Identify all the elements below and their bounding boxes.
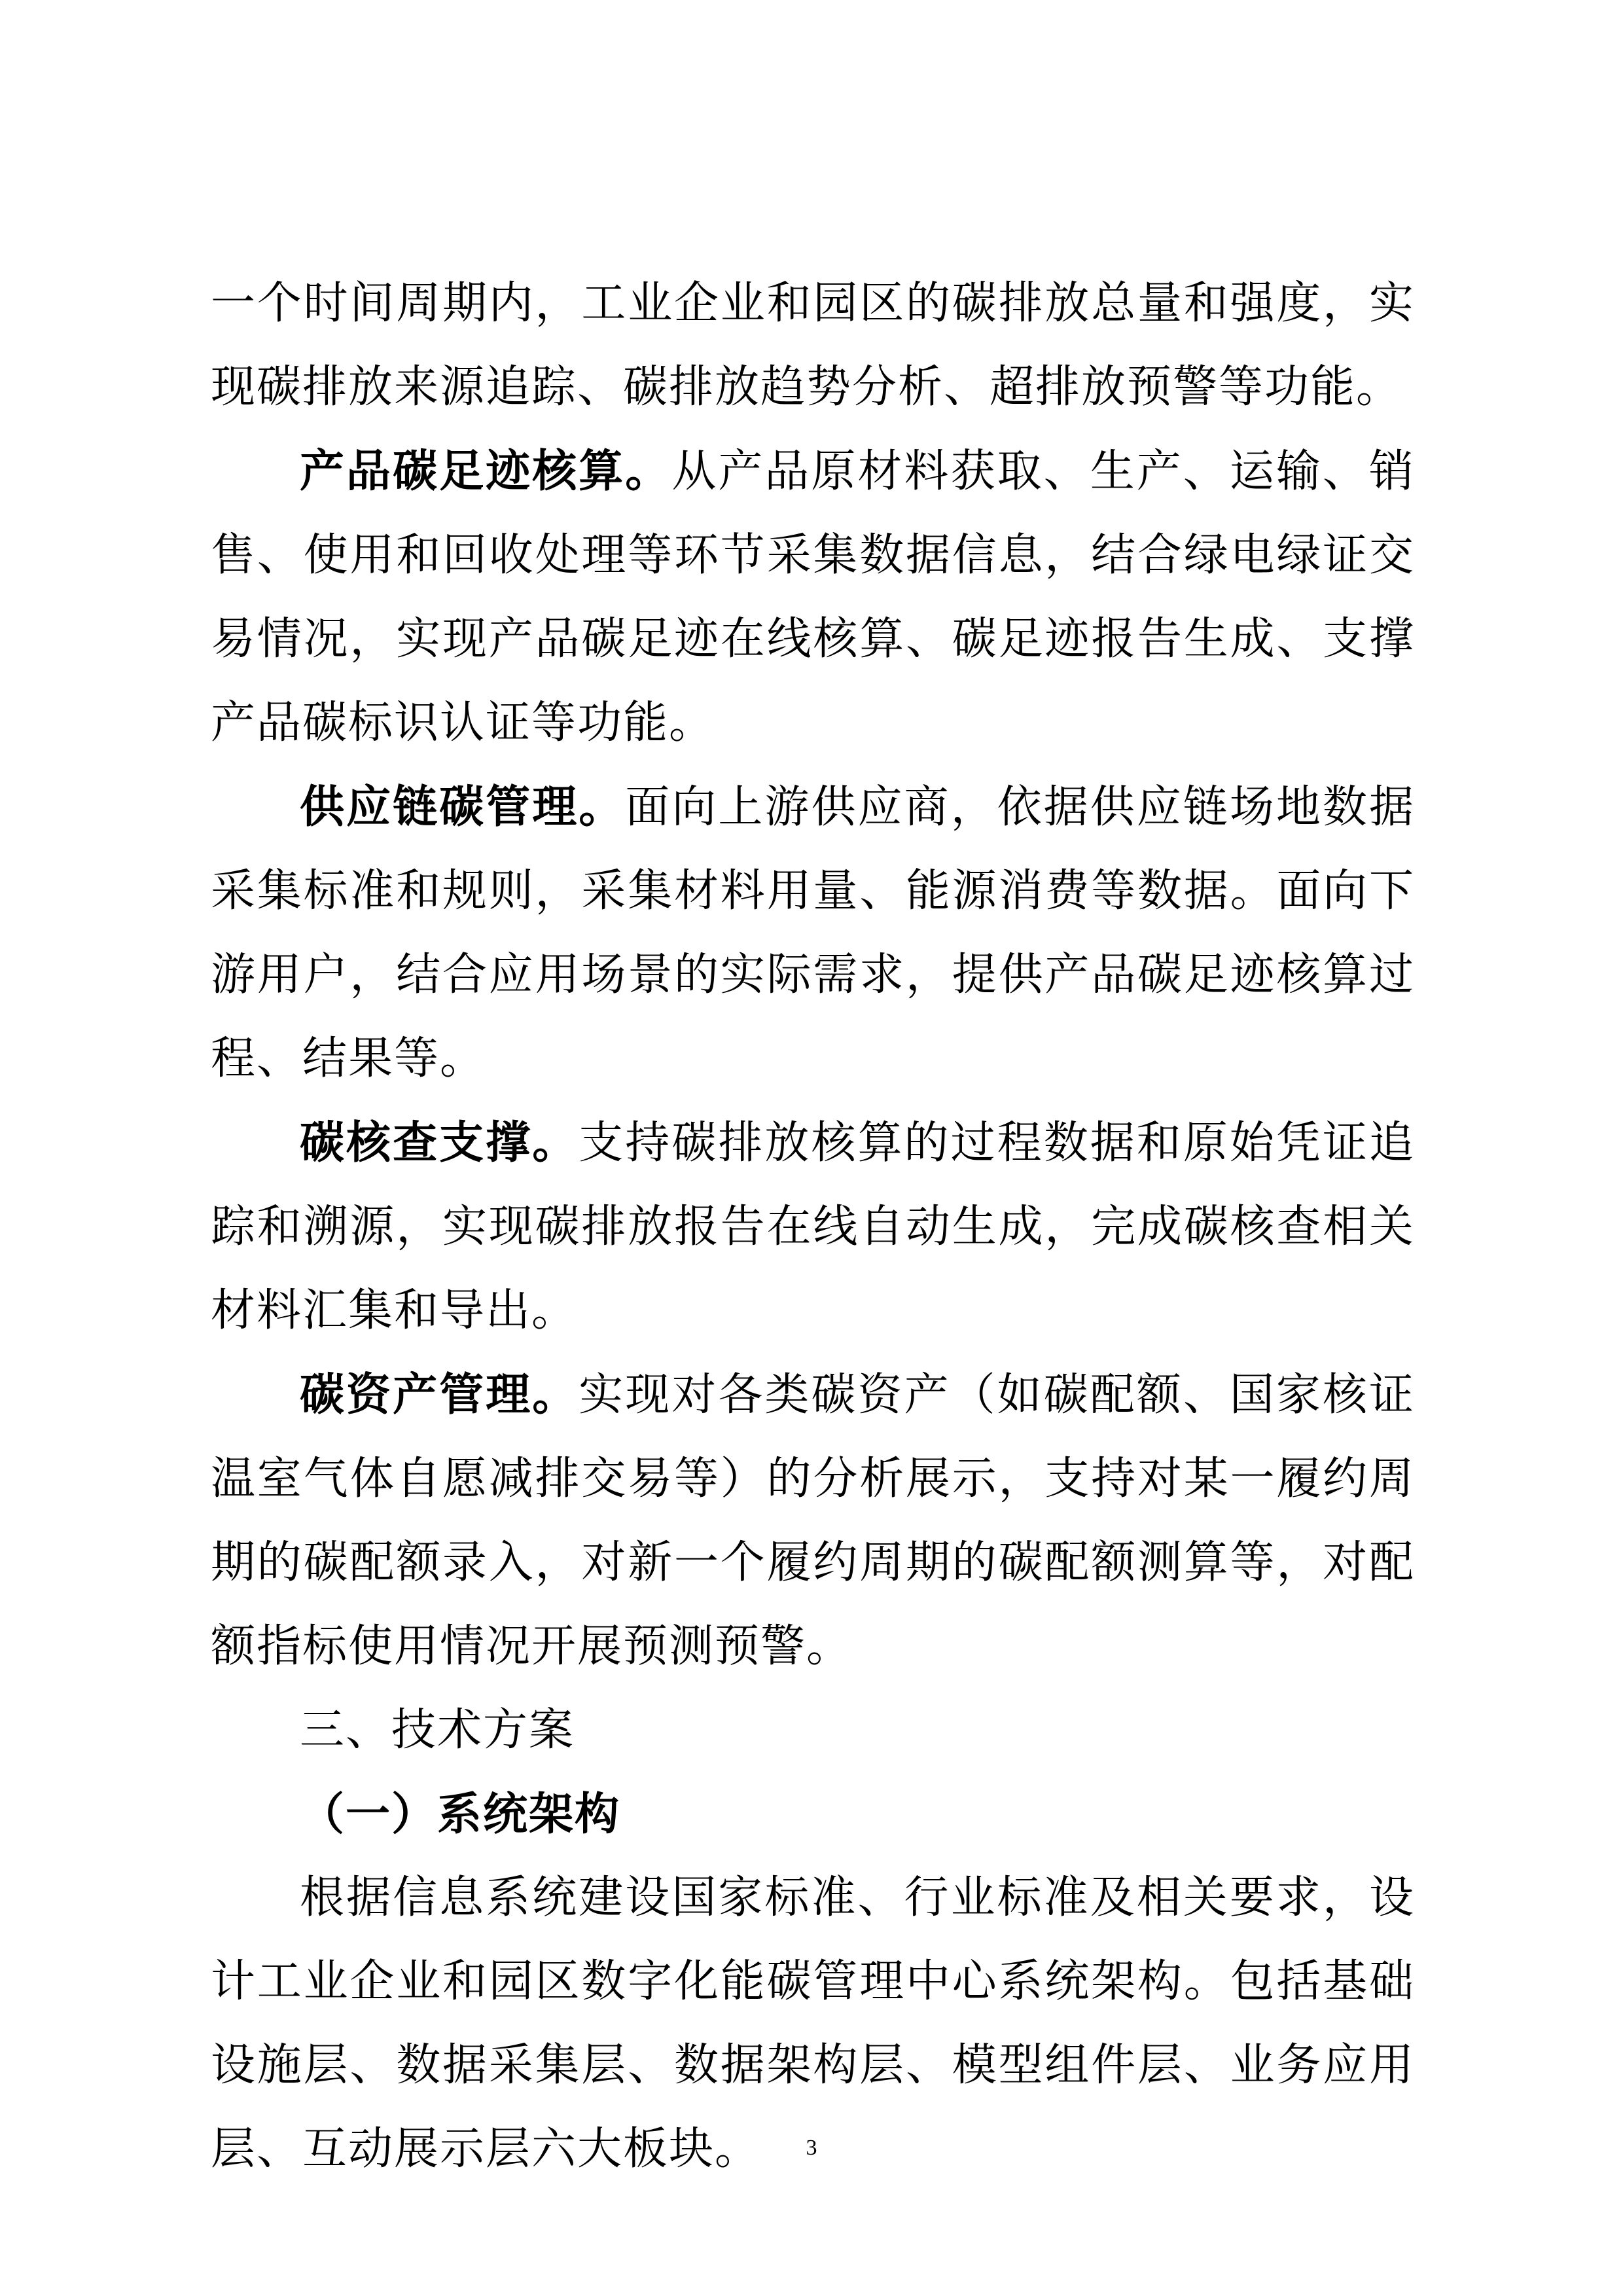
paragraph-text: 支持碳排放核算的过程数据和原始凭证追踪和溯源，实现碳排放报告在线自动生成，完成碳核查相关材料汇集和导出。 xyxy=(211,1117,1415,1336)
paragraph-continuation xyxy=(211,262,1415,429)
paragraph-text: 实现对各类碳资产（如碳配额、国家核证温室气体自愿减排交易等）的分析展示，支持对某一履约周期的碳配额录入，对新一个履约周期的碳配额测算等，对配额指标使用情况开展预测预警。 xyxy=(211,1369,1415,1672)
paragraph-lead: 碳核查支撑。 xyxy=(300,1117,579,1169)
paragraph-supply-chain-carbon xyxy=(211,765,1415,1101)
paragraph-lead: 碳资产管理。 xyxy=(300,1369,579,1421)
paragraph-carbon-verification xyxy=(211,1101,1415,1353)
subsection-heading: （一）系统架构 xyxy=(300,1788,621,1840)
paragraph-text: 面向上游供应商，依据供应链场地数据采集标准和规则，采集材料用量、能源消费等数据。面向下游用户，结合应用场景的实际需求，提供产品碳足迹核算过程、结果等。 xyxy=(211,781,1415,1085)
page-number: 3 xyxy=(806,2136,817,2160)
paragraph-text: 一个时间周期内，工业企业和园区的碳排放总量和强度，实现碳排放来源追踪、碳排放趋势分析、超排放预警等功能。 xyxy=(211,278,1415,413)
paragraph-lead: 供应链碳管理。 xyxy=(300,781,626,833)
paragraph-text: 根据信息系统建设国家标准、行业标准及相关要求，设计工业企业和园区数字化能碳管理中心系统架构。包括基础设施层、数据采集层、数据架构层、模型组件层、业务应用层、互动展示层六大板块。 xyxy=(211,1872,1415,2175)
paragraph-text: 从产品原材料获取、生产、运输、销售、使用和回收处理等环节采集数据信息，结合绿电绿证交易情况，实现产品碳足迹在线核算、碳足迹报告生成、支撑产品碳标识认证等功能。 xyxy=(211,446,1415,749)
paragraph-product-carbon-footprint xyxy=(211,429,1415,765)
document-body xyxy=(211,262,1415,2191)
paragraph-lead: 产品碳足迹核算。 xyxy=(300,445,672,497)
paragraph-carbon-assets xyxy=(211,1353,1415,1689)
section-heading: 三、技术方案 xyxy=(300,1704,575,1756)
